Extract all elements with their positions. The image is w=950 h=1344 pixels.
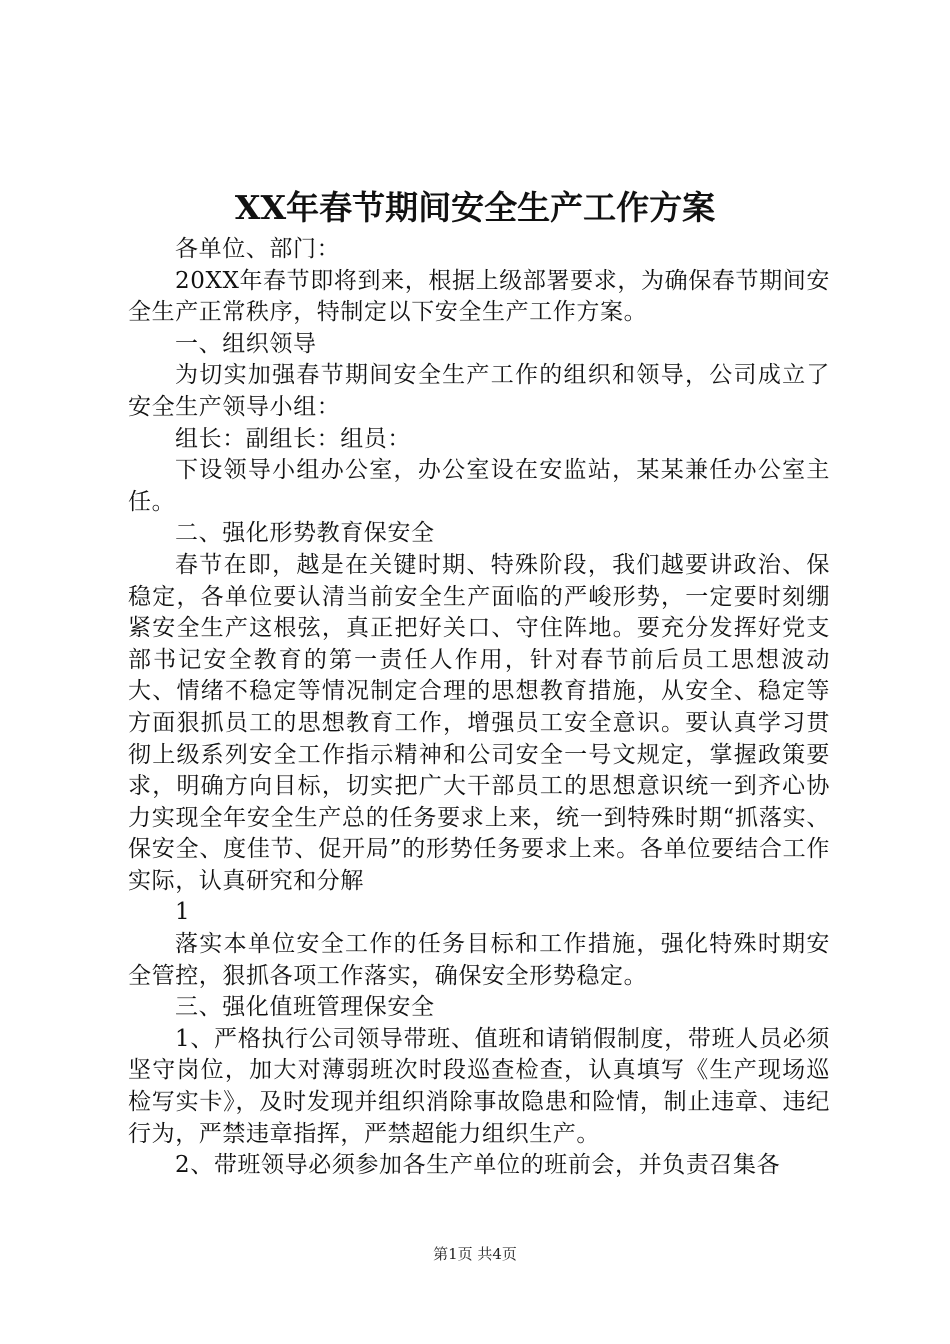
paragraph-education: 春节在即，越是在关键时期、特殊阶段，我们越要讲政治、保稳定，各单位要认清当前安全生产面临的严峻形势，一定要时刻绷紧安全生产这根弦，真正把好关口、守住阵地。要充分发挥好党支部书记安全教育的第一责任人作用，针对春节前后员工思想波动大、情绪不稳定等情况制定合理的思想教育措施，从安全、稳定等方面狠抓员工的思想教育工作，增强员工安全意识。要认真学习贯彻上级系列安全工作指示精神和公司安全一号文规定，掌握政策要求，明确方向目标，切实把广大干部员工的思想意识统一到齐心协力实现全年安全生产总的任务要求上来，统一到特殊时期“抓落实、保安全、度佳节、促开局”的形势任务要求上来。各单位要结合工作实际，认真研究和分解	[128, 551, 830, 894]
document-title: XX年春节期间安全生产工作方案	[234, 188, 716, 227]
page-break-marker: 1	[175, 899, 190, 926]
section-heading-organization: 一、组织领导	[175, 330, 317, 357]
paragraph-salutation: 各单位、部门：	[175, 236, 341, 262]
paragraph-members: 组长：副组长：组员：	[175, 425, 411, 452]
page-footer: 第1页 共4页	[433, 1245, 517, 1263]
section-heading-education: 二、强化形势教育保安全	[175, 520, 435, 547]
paragraph-implementation: 落实本单位安全工作的任务目标和工作措施，强化特殊时期安全管控，狠抓各项工作落实，确保安全形势稳定。	[128, 931, 830, 989]
document-body	[128, 234, 830, 1182]
paragraph-intro: 20XX年春节即将到来，根据上级部署要求，为确保春节期间安全生产正常秩序，特制定以下安全生产工作方案。	[128, 267, 830, 326]
paragraph-duty-1: 1、严格执行公司领导带班、值班和请销假制度，带班人员必须坚守岗位，加大对薄弱班次时段巡查检查，认真填写《生产现场巡检写实卡》，及时发现并组织消除事故隐患和险情，制止违章、违纪行为，严禁违章指挥，严禁超能力组织生产。	[128, 1025, 830, 1147]
paragraph-office: 下设领导小组办公室，办公室设在安监站，某某兼任办公室主任。	[128, 457, 830, 515]
section-heading-duty: 三、强化值班管理保安全	[175, 994, 435, 1021]
paragraph-organization: 为切实加强春节期间安全生产工作的组织和领导，公司成立了安全生产领导小组：	[128, 362, 830, 420]
paragraph-duty-2: 2、带班领导必须参加各生产单位的班前会，并负责召集各	[175, 1152, 781, 1179]
